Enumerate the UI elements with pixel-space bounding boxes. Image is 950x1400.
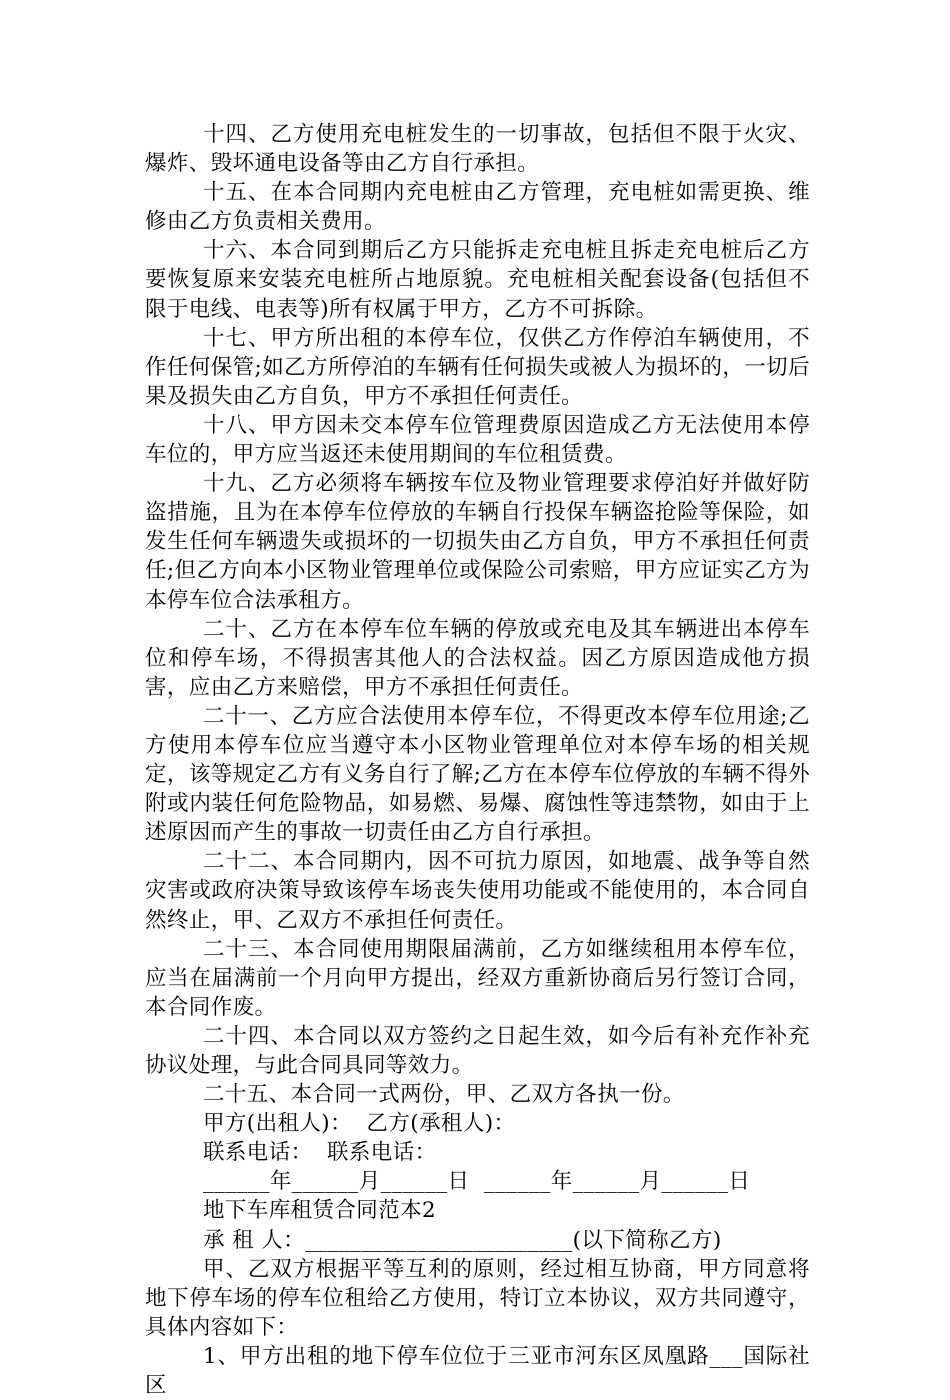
clause-17: 十七、甲方所出租的本停车位，仅供乙方作停泊车辆使用，不作任何保管;如乙方所停泊的车辆有任何损失或被人为损坏的，一切后果及损失由乙方自负，甲方不承担任何责任。	[145, 325, 810, 409]
clause-16: 十六、本合同到期后乙方只能拆走充电桩且拆走充电桩后乙方要恢复原来安装充电桩所占地原貌。充电桩相关配套设备(包括但不限于电线、电表等)所有权属于甲方，乙方不可拆除。	[145, 238, 810, 322]
document-body	[145, 120, 810, 1400]
clause-21: 二十一、乙方应合法使用本停车位，不得更改本停车位用途;乙方使用本停车位应当遵守本小区物业管理单位对本停车场的相关规定，该等规定乙方有义务自行了解;乙方在本停车位停放的车辆不得外附或内装任何危险物品，如易燃、易爆、腐蚀性等违禁物，如由于上述原因而产生的事故一切责任由乙方自行承担。	[145, 703, 810, 846]
party-labels: 甲方(出租人)： 乙方(承租人)：	[203, 1111, 516, 1137]
clause-14: 十四、乙方使用充电桩发生的一切事故，包括但不限于火灾、爆炸、毁坏通电设备等由乙方自行承担。	[145, 122, 810, 177]
clause-15: 十五、在本合同期内充电桩由乙方管理，充电桩如需更换、维修由乙方负责相关费用。	[145, 180, 810, 235]
clause-23: 二十三、本合同使用期限届满前，乙方如继续租用本停车位，应当在届满前一个月向甲方提出，经双方重新协商后另行签订合同，本合同作废。	[145, 936, 810, 1020]
clause-19: 十九、乙方必须将车辆按车位及物业管理要求停泊好并做好防盗措施，且为在本停车位停放的车辆自行投保车辆盗抢险等保险，如发生任何车辆遗失或损坏的一切损失由乙方自负，甲方不承担任何责任;但乙方向本小区物业管理单位或保险公司索赔，甲方应证实乙方为本停车位合法承租方。	[145, 471, 810, 613]
signing-dates: ______年______月______日 ______年______月______日	[203, 1169, 751, 1195]
clause-20: 二十、乙方在本停车位车辆的停放或充电及其车辆进出本停车位和停车场，不得损害其他人的合法权益。因乙方原因造成他方损害，应由乙方来赔偿，甲方不承担任何责任。	[145, 616, 810, 700]
contact-phone-labels: 联系电话： 联系电话：	[203, 1140, 437, 1166]
agreement-intro: 甲、乙双方根据平等互利的原则，经过相互协商，甲方同意将地下停车场的停车位租给乙方使用，特订立本协议，双方共同遵守，具体内容如下：	[145, 1256, 810, 1340]
clause-25: 二十五、本合同一式两份，甲、乙双方各执一份。	[203, 1082, 685, 1108]
clause-1: 1、甲方出租的地下停车位位于三亚市河东区凤凰路___国际社区	[145, 1343, 810, 1399]
lessee-line: 承 租 人：________________________(以下简称乙方)	[203, 1227, 722, 1253]
section-title-template-2: 地下车库租赁合同范本2	[203, 1198, 437, 1224]
clause-18: 十八、甲方因未交本停车位管理费原因造成乙方无法使用本停车位的，甲方应当返还未使用期间的车位租赁费。	[145, 412, 810, 468]
clause-22: 二十二、本合同期内，因不可抗力原因，如地震、战争等自然灾害或政府决策导致该停车场丧失使用功能或不能使用的，本合同自然终止，甲、乙双方不承担任何责任。	[145, 849, 810, 933]
clause-24: 二十四、本合同以双方签约之日起生效，如今后有补充作补充协议处理，与此合同具同等效力。	[145, 1023, 810, 1078]
